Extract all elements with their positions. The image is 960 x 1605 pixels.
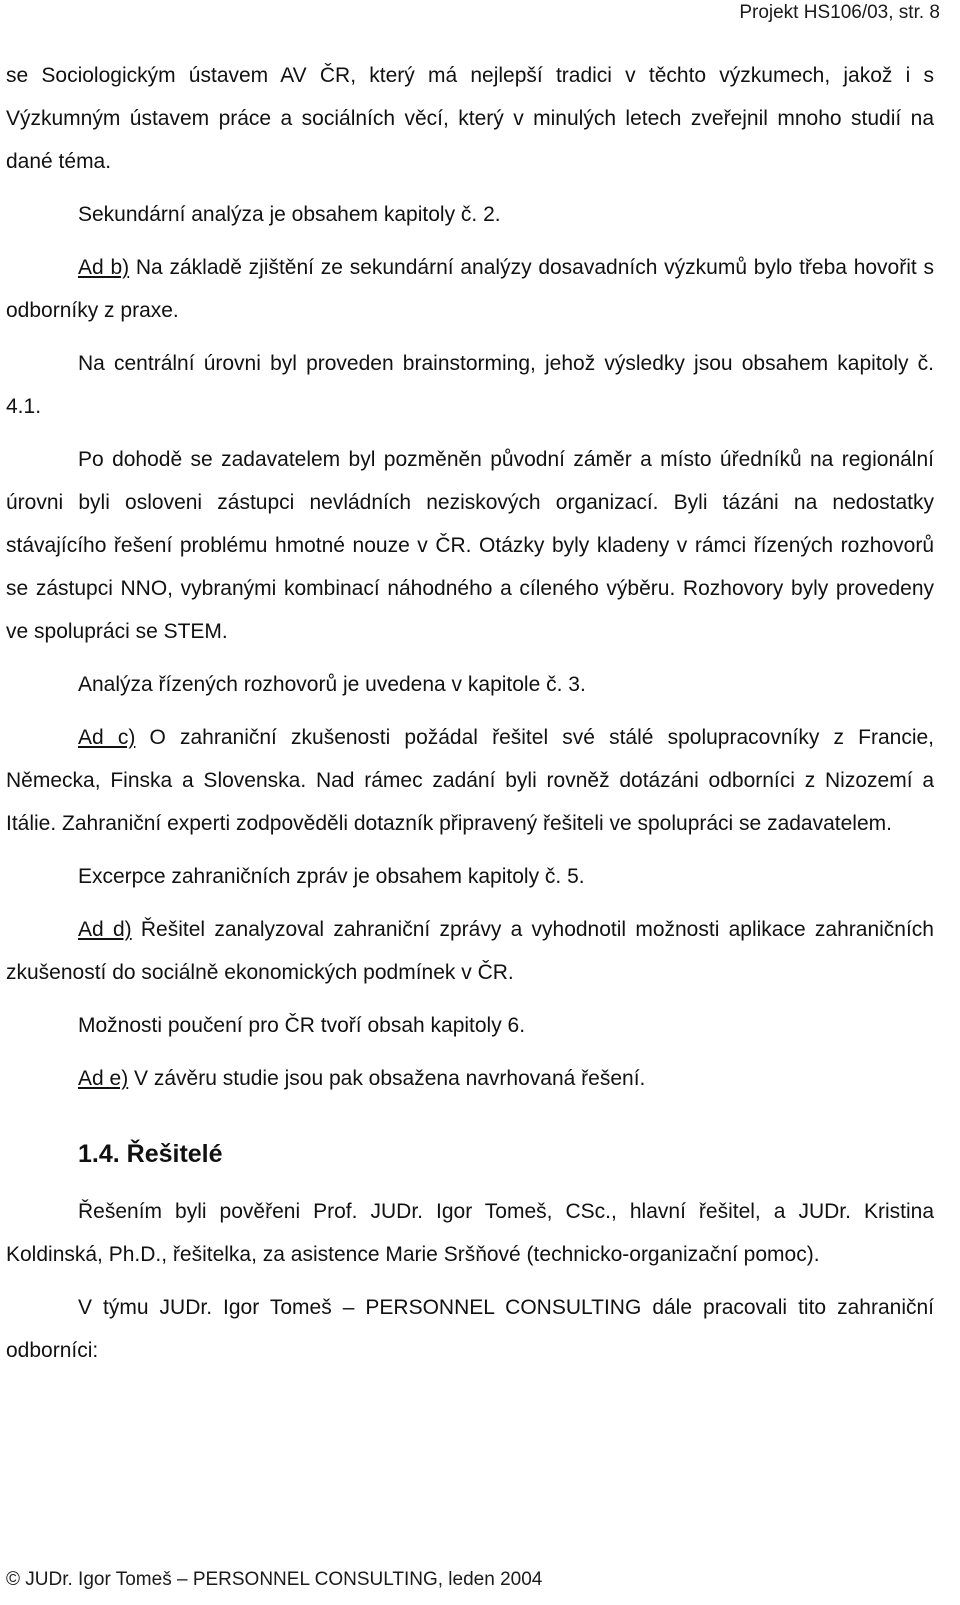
paragraph-secondary-analysis: Sekundární analýza je obsahem kapitoly č. 2. [78,203,501,226]
page-footer: © JUDr. Igor Tomeš – PERSONNEL CONSULTING, leden 2004 [6,1569,543,1590]
ad-b-text: Na základě zjištění ze sekundární analýzy dosavadních výzkumů bylo třeba hovořit s odborníky z praxe. [6,256,934,322]
ad-d-text: Řešitel zanalyzoval zahraniční zprávy a vyhodnotil možnosti aplikace zahraničních zkušeností do sociálně ekonomických podmínek v ČR. [6,918,934,984]
paragraph-team: V týmu JUDr. Igor Tomeš – PERSONNEL CONSULTING dále pracovali tito zahraniční odborníci: [6,1296,934,1362]
ad-d-label: Ad d) [78,918,132,941]
ad-e-label: Ad e) [78,1067,129,1090]
paragraph-excerpts: Excerpce zahraničních zpráv je obsahem kapitoly č. 5. [78,865,585,888]
paragraph-ad-b [6,246,934,332]
ad-c-text: O zahraniční zkušenosti požádal řešitel své stálé spolupracovníky z Francie, Německa, Finska a Slovenska. Nad rámec zadání byli rovněž dotázáni odborníci z Nizozemí a Itálie. Zahraniční experti zodpověděli dotazník připravený řešiteli ve spolupráci se zadavatelem. [6,726,935,835]
document-body [6,54,934,1372]
paragraph-brainstorming: Na centrální úrovni byl proveden brainstorming, jehož výsledky jsou obsahem kapitoly č. 4.1. [6,352,934,418]
ad-e-text: V závěru studie jsou pak obsažena navrhovaná řešení. [128,1067,646,1090]
ad-c-label: Ad c) [78,726,136,749]
paragraph-interview-analysis: Analýza řízených rozhovorů je uvedena v kapitole č. 3. [78,673,586,696]
paragraph-lessons: Možnosti poučení pro ČR tvoří obsah kapitoly 6. [78,1014,526,1037]
paragraph-ad-e [6,1057,934,1100]
paragraph-researchers: Řešením byli pověřeni Prof. JUDr. Igor Tomeš, CSc., hlavní řešitel, a JUDr. Kristina Koldinská, Ph.D., řešitelka, za asistence Marie Sršňové (technicko-organizační pomoc). [6,1200,934,1266]
page-header: Projekt HS106/03, str. 8 [739,2,940,23]
paragraph-ad-c [6,716,934,845]
paragraph-interviews: Po dohodě se zadavatelem byl pozměněn původní záměr a místo úředníků na regionální úrovni byli osloveni zástupci nevládních neziskových organizací. Byli tázáni na nedostatky stávajícího řešení problému hmotné nouze v ČR. Otázky byly kladeny v rámci řízených rozhovorů se zástupci NNO, vybranými kombinací náhodného a cíleného výběru. Rozhovory byly provedeny ve spolupráci se STEM. [6,448,934,643]
paragraph-intro: se Sociologickým ústavem AV ČR, který má nejlepší tradici v těchto výzkumech, jakož i s Výzkumným ústavem práce a sociálních věcí, který v minulých letech zveřejnil mnoho studií na dané téma. [6,64,934,173]
ad-b-label: Ad b) [78,256,130,279]
section-heading: 1.4. Řešitelé [78,1140,223,1168]
paragraph-ad-d [6,908,934,994]
